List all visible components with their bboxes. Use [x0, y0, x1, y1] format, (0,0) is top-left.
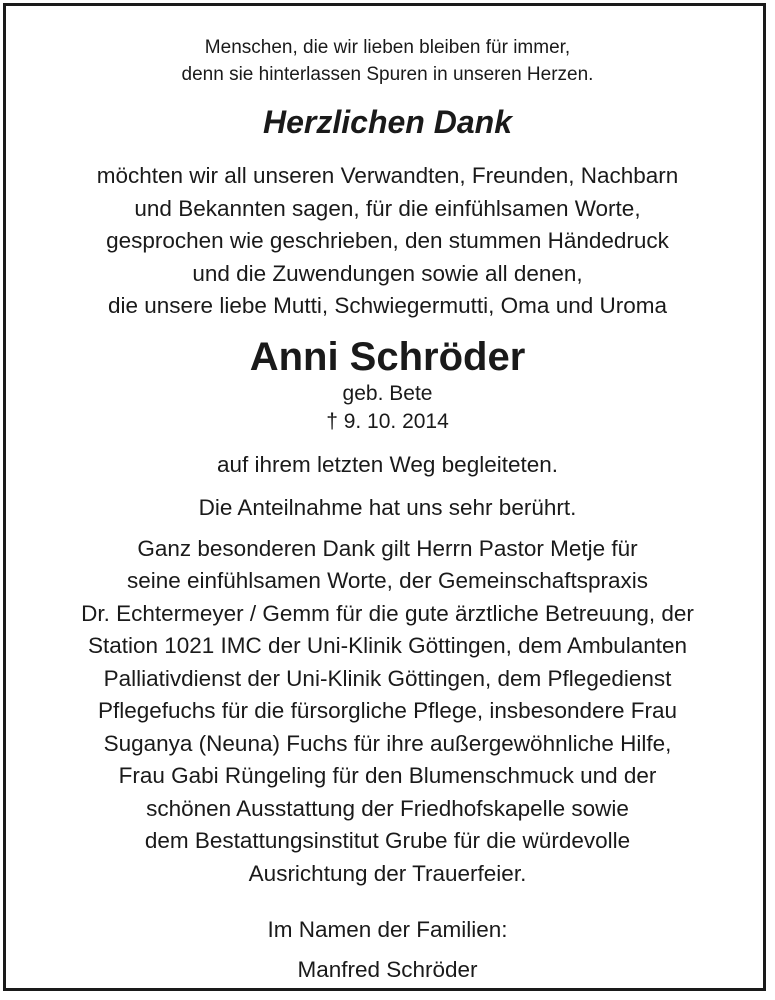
birth-name: geb. Bete: [342, 381, 433, 405]
special-thanks-line: schönen Ausstattung der Friedhofskapelle sowie: [146, 795, 629, 821]
intro-paragraph: [6, 160, 769, 323]
special-thanks-line: Dr. Echtermeyer / Gemm für die gute ärztliche Betreuung, der: [81, 600, 694, 626]
headline: Herzlichen Dank: [263, 104, 512, 140]
special-thanks-line: Frau Gabi Rüngeling für den Blumenschmuck und der: [118, 763, 657, 788]
intro-line: möchten wir all unseren Verwandten, Freunden, Nachbarn: [96, 163, 679, 188]
special-thanks-line: Palliativdienst der Uni-Klinik Göttingen, dem Pflegedienst: [103, 665, 672, 691]
special-thanks-line: dem Bestattungsinstitut Grube für die würdevolle: [144, 828, 631, 853]
special-thanks-line: Suganya (Neuna) Fuchs für ihre außergewöhnliche Hilfe,: [103, 730, 672, 756]
sympathy-line: Die Anteilnahme hat uns sehr berührt.: [198, 495, 577, 520]
special-thanks-paragraph: [6, 533, 769, 891]
special-thanks-line: Ausrichtung der Trauerfeier.: [248, 860, 527, 886]
special-thanks-line: seine einfühlsamen Worte, der Gemeinschaftspraxis: [126, 568, 649, 593]
special-thanks-line: Pflegefuchs für die fürsorgliche Pflege, insbesondere Frau: [97, 698, 678, 723]
special-thanks-line: Ganz besonderen Dank gilt Herrn Pastor Metje für: [137, 535, 638, 561]
motto-line: denn sie hinterlassen Spuren in unseren Herzen.: [181, 64, 594, 85]
intro-line: und die Zuwendungen sowie all denen,: [192, 260, 583, 286]
special-thanks-line: Station 1021 IMC der Uni-Klinik Göttingen, dem Ambulanten: [87, 633, 688, 658]
on-behalf-line: Im Namen der Familien:: [267, 917, 508, 942]
motto-line: Menschen, die wir lieben bleiben für immer,: [204, 37, 571, 58]
intro-line: gesprochen wie geschrieben, den stummen Händedruck: [106, 228, 669, 253]
motto: [6, 34, 769, 88]
intro-line: die unsere liebe Mutti, Schwiegermutti, Oma und Uroma: [108, 293, 667, 318]
signer-name: Manfred Schröder: [297, 957, 478, 982]
last-walk-line: auf ihrem letzten Weg begleiteten.: [216, 451, 559, 477]
death-date: † 9. 10. 2014: [326, 409, 449, 433]
intro-line: und Bekannten sagen, für die einfühlsamen Worte,: [134, 195, 641, 221]
thank-you-notice: [6, 6, 769, 990]
deceased-name: Anni Schröder: [249, 334, 526, 379]
closing: [6, 910, 769, 990]
